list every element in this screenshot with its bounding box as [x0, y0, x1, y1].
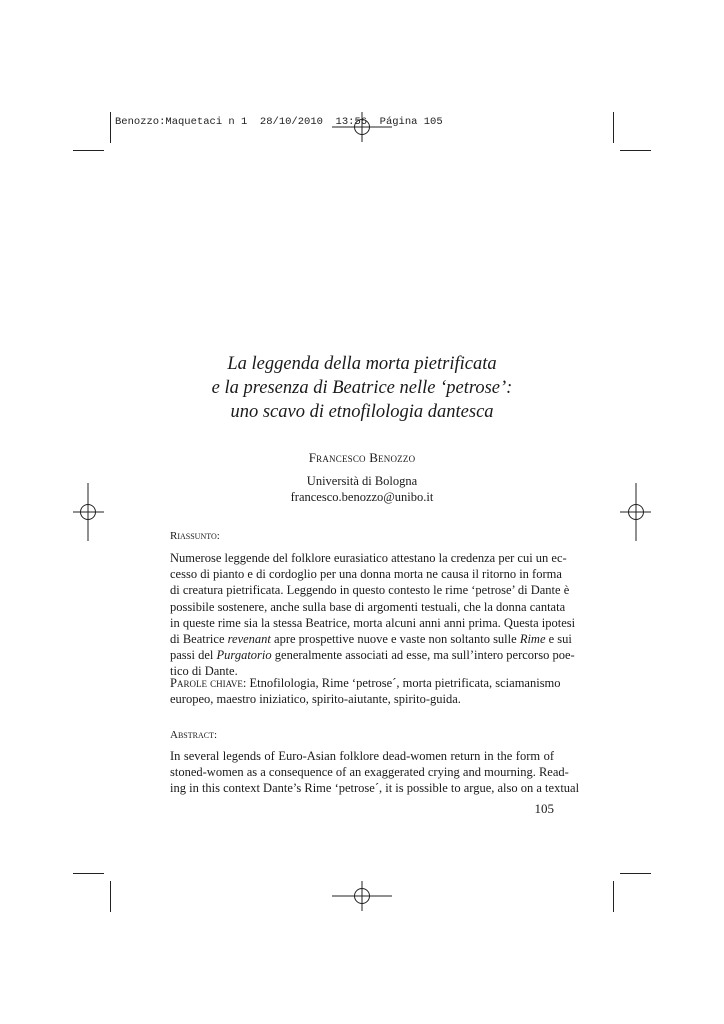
text-line: di creatura pietrificata. Leggendo in questo contesto le rime ‘petrose’ di Dante è: [170, 583, 570, 598]
text-run: di Beatrice: [170, 632, 228, 647]
title-line: La leggenda della morta pietrificata: [227, 354, 497, 374]
title-line: e la presenza di Beatrice nelle ‘petrose’:: [211, 378, 513, 398]
author-email: francesco.benozzo@unibo.it: [290, 490, 434, 504]
registration-mark-bottom: [332, 881, 392, 911]
text-run: passi del: [170, 648, 217, 663]
text-line: stoned-women as a consequence of an exaggerated crying and mourning. Read-: [170, 765, 569, 780]
italic-term: Purgatorio: [216, 648, 272, 663]
abstract-label: Abstract:: [170, 729, 218, 741]
registration-mark-left: [73, 483, 104, 541]
page-number: 105: [534, 801, 554, 816]
article-title: [160, 352, 564, 424]
text-line: possibile sostenere, anche sulla base di argomenti testuali, che la donna cantata: [170, 599, 566, 614]
keywords-line: [170, 675, 561, 691]
text-line: in queste rime sia la stessa Beatrice, morta alcuni anni anni prima. Questa ipotesi: [170, 615, 576, 630]
text-run: Etnofilologia, Rime ‘petrose´, morta pietrificata, sciamanismo: [246, 676, 561, 690]
text-line: Numerose leggende del folklore eurasiatico attestano la credenza per cui un ec-: [170, 551, 567, 565]
text-line: In several legends of Euro-Asian folklore dead-women return in the form of: [170, 749, 554, 763]
abstract-text: [170, 748, 580, 797]
text-line: tico di Dante.: [170, 664, 238, 679]
keywords-line: europeo, maestro iniziatico, spirito-aiutante, spirito-guida.: [170, 692, 461, 707]
riassunto-text: [170, 550, 576, 680]
text-run: apre prospettive nuove e vaste non soltanto sulle: [270, 632, 520, 647]
text-line: ing in this context Dante’s Rime ‘petrose´, it is possible to argue, also on a textual: [170, 781, 580, 796]
text-line: cesso di pianto e di cordoglio per una donna morta ne causa il ritorno in forma: [170, 567, 562, 582]
riassunto-label: Riassunto:: [170, 530, 220, 542]
text-line: [170, 631, 572, 647]
keywords: [170, 675, 561, 707]
author-name: Francesco Benozzo: [308, 450, 416, 465]
institution: Università di Bologna: [306, 474, 418, 488]
keywords-label: Parole chiave:: [170, 676, 247, 690]
text-line: [170, 647, 575, 663]
text-run: generalmente associati ad esse, ma sull’intero percorso poe-: [271, 648, 575, 663]
text-run: e sui: [545, 632, 572, 647]
italic-term: Rime: [519, 632, 546, 647]
printer-slug: Benozzo:Maquetaci n 1 28/10/2010 13:56 Página 105: [115, 116, 443, 128]
registration-mark-right: [620, 483, 651, 541]
italic-term: revenant: [227, 632, 271, 647]
author-affiliation: [160, 473, 564, 505]
title-line: uno scavo di etnofilologia dantesca: [230, 402, 494, 422]
